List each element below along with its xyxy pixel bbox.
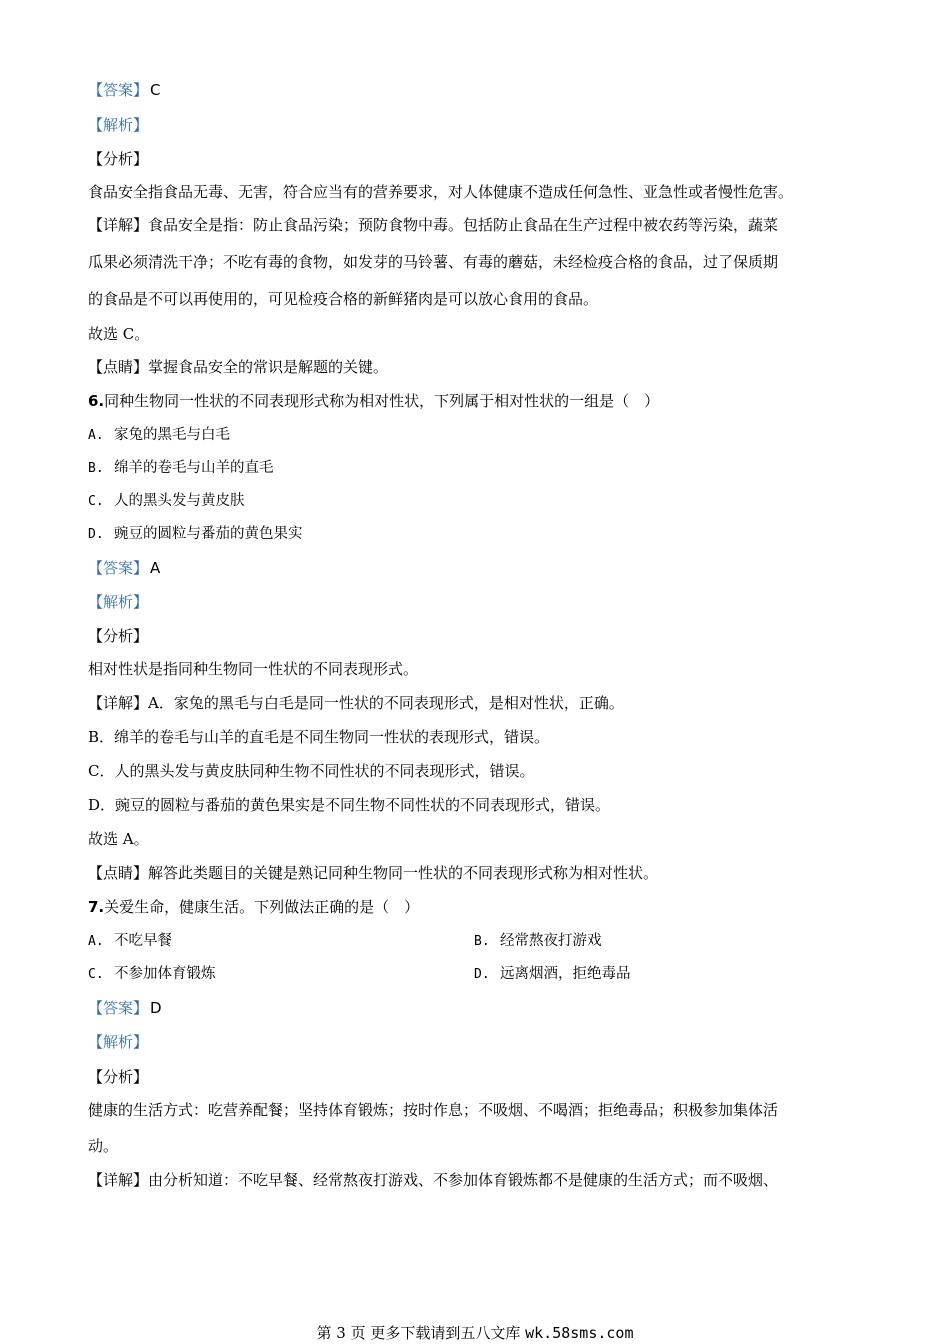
answer-value: A [150, 559, 161, 577]
q7-option-c [88, 964, 216, 985]
detail-label: 【详解】 [88, 1171, 149, 1189]
q7-option-b [474, 931, 602, 952]
question-number: 7. [88, 898, 105, 916]
dianjing-label: 【点睛】 [88, 864, 149, 882]
option-text: 远离烟酒，拒绝毒品 [500, 966, 631, 982]
q5-fenxi-text: 食品安全指食品无毒、无害，符合应当有的营养要求，对人体健康不造成任何急性、亚急性或者慢性危害。 [88, 183, 794, 201]
option-letter: C. [88, 967, 104, 982]
option-letter: B. [88, 461, 104, 476]
q6-fenxi-label: 【分析】 [88, 627, 149, 645]
q5-answer-row [88, 80, 161, 100]
dianjing-text: 解答此类题目的关键是熟记同种生物同一性状的不同表现形式称为相对性状。 [148, 864, 659, 882]
option-letter: D. [88, 527, 104, 542]
q6-choice: 故选 A。 [88, 830, 149, 848]
q5-detail-row-3: 的食品是不可以再使用的，可见检疫合格的新鲜猪肉是可以放心食用的食品。 [88, 290, 599, 308]
question-number: 6. [88, 392, 105, 410]
q6-option-a [88, 425, 230, 446]
q6-dianjing-row [88, 863, 658, 883]
detail-text: 食品安全是指：防止食品污染；预防食物中毒。包括防止食品在生产过程中被农药等污染，蔬菜 [148, 216, 779, 234]
option-text: 不吃早餐 [114, 933, 172, 949]
q5-detail-row-1 [88, 215, 778, 235]
q7-option-d [474, 964, 631, 985]
q7-fenxi-label: 【分析】 [88, 1068, 149, 1086]
option-letter: D. [474, 967, 490, 982]
q6-option-d [88, 524, 303, 545]
q6-detail-row-b: B．绵羊的卷毛与山羊的直毛是不同生物同一性状的表现形式，错误。 [88, 728, 550, 746]
answer-label: 【答案】 [88, 559, 149, 577]
q6-detail-row-c: C．人的黑头发与黄皮肤同种生物不同性状的不同表现形式，错误。 [88, 762, 535, 780]
q5-jiexi-label: 【解析】 [88, 116, 149, 134]
option-letter: A. [88, 428, 104, 443]
option-text: 家兔的黑毛与白毛 [114, 427, 230, 443]
q7-fenxi-row-2: 动。 [88, 1137, 119, 1155]
option-text: 豌豆的圆粒与番茄的黄色果实 [114, 526, 303, 542]
q5-fenxi-label: 【分析】 [88, 150, 149, 168]
q5-choice: 故选 C。 [88, 325, 150, 343]
question-stem: 关爱生命，健康生活。下列做法正确的是（ ） [104, 898, 420, 916]
q7-option-a [88, 931, 172, 952]
q7-answer-row [88, 998, 162, 1018]
answer-label: 【答案】 [88, 81, 149, 99]
footer-site-link[interactable]: wk.58sms.com [525, 1324, 634, 1342]
q6-detail-row-d: D．豌豆的圆粒与番茄的黄色果实是不同生物不同性状的不同表现形式，错误。 [88, 796, 611, 814]
question-stem: 同种生物同一性状的不同表现形式称为相对性状，下列属于相对性状的一组是（ ） [104, 392, 660, 410]
answer-value: C [150, 81, 161, 99]
option-text: 经常熬夜打游戏 [500, 933, 602, 949]
q6-option-b [88, 458, 274, 479]
q6-detail-row-a [88, 693, 624, 713]
q6-option-c [88, 491, 245, 512]
option-text: 人的黑头发与黄皮肤 [114, 493, 245, 509]
q7-stem-row [88, 897, 419, 917]
q7-jiexi-label: 【解析】 [88, 1033, 149, 1051]
dianjing-label: 【点睛】 [88, 358, 149, 376]
q6-jiexi-label: 【解析】 [88, 593, 149, 611]
option-letter: A. [88, 934, 104, 949]
page-footer [0, 1323, 950, 1343]
answer-value: D [150, 999, 162, 1017]
answer-label: 【答案】 [88, 999, 149, 1017]
option-letter: B. [474, 934, 490, 949]
detail-label: 【详解】 [88, 216, 149, 234]
option-text: 绵羊的卷毛与山羊的直毛 [114, 460, 274, 476]
detail-text: A．家兔的黑毛与白毛是同一性状的不同表现形式，是相对性状，正确。 [148, 694, 624, 712]
q7-fenxi-row-1: 健康的生活方式：吃营养配餐；坚持体育锻炼；按时作息；不吸烟、不喝酒；拒绝毒品；积极参加集体活 [88, 1101, 779, 1119]
option-letter: C. [88, 494, 104, 509]
q5-dianjing-row [88, 357, 388, 377]
detail-text: 由分析知道：不吃早餐、经常熬夜打游戏、不参加体育锻炼都不是健康的生活方式；而不吸烟、 [148, 1171, 779, 1189]
q6-fenxi-text: 相对性状是指同种生物同一性状的不同表现形式。 [88, 660, 419, 678]
option-text: 不参加体育锻炼 [114, 966, 216, 982]
q5-detail-row-2: 瓜果必须清洗干净；不吃有毒的食物，如发芽的马铃薯、有毒的蘑菇，未经检疫合格的食品，过了保质期 [88, 253, 779, 271]
dianjing-text: 掌握食品安全的常识是解题的关键。 [148, 358, 389, 376]
q6-answer-row [88, 558, 160, 578]
detail-label: 【详解】 [88, 694, 149, 712]
q7-detail-row-1 [88, 1170, 778, 1190]
footer-page-text: 第 3 页 更多下载请到五八文库 [316, 1324, 526, 1342]
q6-stem-row [88, 391, 659, 411]
